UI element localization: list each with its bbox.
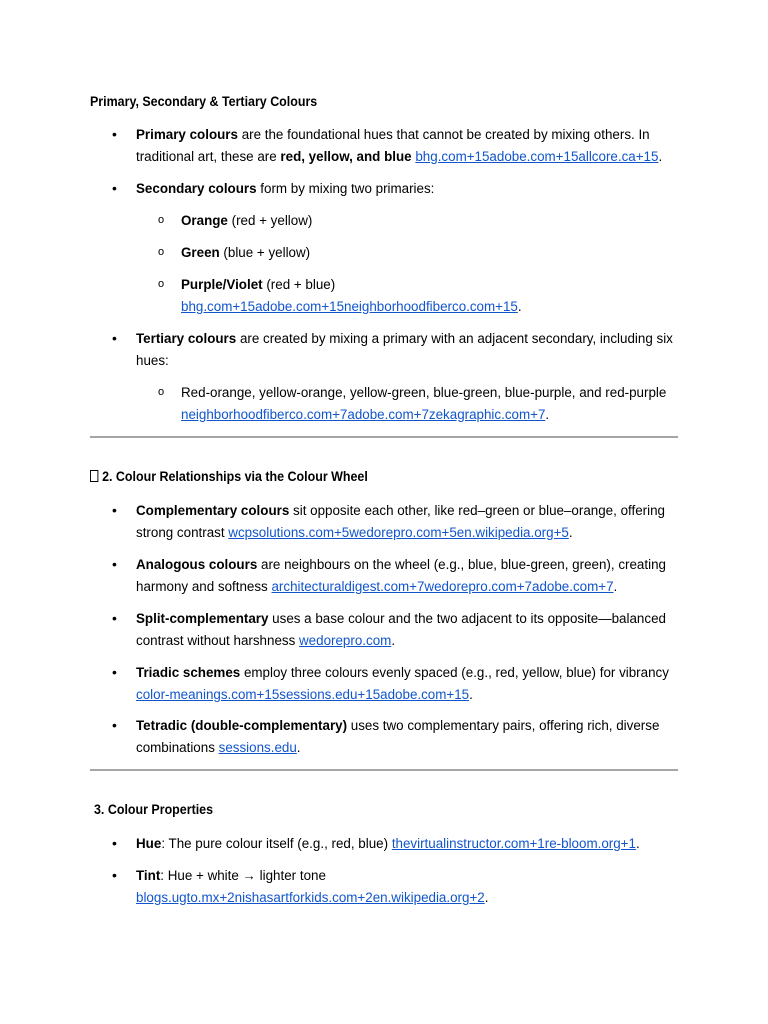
bullet: • (112, 717, 117, 733)
source-link[interactable]: bhg.com+15adobe.com+15allcore.ca+15 (415, 148, 659, 164)
list-item-primary (112, 124, 681, 167)
source-link[interactable]: color-meanings.com+15sessions.edu+15adobe.com+15 (136, 686, 470, 702)
list-item-tint (112, 865, 681, 908)
item-end: . (517, 298, 522, 314)
section-heading-relationships (90, 469, 368, 484)
list-item-hue (112, 833, 681, 855)
item-end: . (391, 632, 396, 648)
item-text: (red + yellow) (227, 213, 313, 228)
source-link[interactable]: bhg.com+15adobe.com+15neighborhoodfiberco.com+15 (181, 298, 518, 314)
list-item-tertiary (112, 328, 681, 371)
list-item-tetradic (112, 715, 681, 758)
sub-bullet: o (158, 278, 165, 290)
missing-glyph-icon (90, 470, 98, 482)
item-text: employ three colours evenly spaced (e.g., red, yellow, blue) for vibrancy (240, 665, 669, 680)
source-link[interactable]: wedorepro.com (299, 632, 392, 648)
sub-bullet: o (158, 386, 165, 398)
bullet: • (112, 556, 117, 572)
item-text: Red-orange, yellow-orange, yellow-green, blue-green, blue-purple, and red-purple (181, 385, 667, 400)
bullet: • (112, 126, 117, 142)
list-item-split-complementary (112, 608, 681, 651)
item-text: : Hue + white → lighter tone (160, 868, 326, 883)
sub-item-tertiary-hues (158, 382, 681, 425)
sub-item-purple (158, 274, 681, 317)
source-link[interactable]: thevirtualinstructor.com+1re-bloom.org+1 (391, 836, 636, 851)
bullet: • (112, 610, 117, 626)
term: Tertiary colours (136, 331, 237, 346)
term: Analogous colours (136, 557, 258, 572)
list-item-complementary (112, 500, 681, 543)
source-link[interactable]: wcpsolutions.com+5wedorepro.com+5en.wikipedia.org+5 (228, 524, 569, 540)
item-end: . (296, 739, 301, 755)
item-end: . (545, 406, 550, 422)
sub-bullet: o (158, 214, 165, 226)
section-heading-colour-types: Primary, Secondary & Tertiary Colours (90, 94, 318, 109)
item-end: . (484, 889, 489, 905)
term: Tetradic (double-complementary) (136, 718, 348, 733)
term: Orange (181, 213, 228, 228)
emphasis: red, yellow, and blue (280, 148, 412, 164)
bullet: • (112, 835, 117, 851)
bullet: • (112, 502, 117, 518)
list-item-triadic (112, 662, 681, 705)
item-text: (red + blue) (262, 277, 336, 292)
item-text: (blue + yellow) (219, 245, 311, 260)
section-heading-text: 2. Colour Relationships via the Colour Wheel (102, 469, 368, 484)
term: Tint (136, 868, 161, 883)
list-item-analogous (112, 554, 681, 597)
list-item-secondary (112, 178, 681, 200)
item-end: . (635, 836, 640, 851)
term: Split-complementary (136, 611, 269, 626)
item-end: . (613, 578, 618, 594)
item-end: . (568, 524, 573, 540)
term: Green (181, 245, 220, 260)
term: Triadic schemes (136, 665, 241, 680)
bullet: • (112, 330, 117, 346)
horizontal-rule (90, 436, 678, 438)
sub-bullet: o (158, 246, 165, 258)
term: Primary colours (136, 127, 238, 142)
item-text: are the foundational hues that cannot be created by mixing others. In traditional art, these are (136, 127, 650, 164)
sub-item-orange (158, 210, 681, 232)
bullet: • (112, 180, 117, 196)
term: Purple/Violet (181, 277, 263, 292)
source-link[interactable]: sessions.edu (218, 739, 297, 755)
sub-item-green (158, 242, 681, 264)
term: Hue (136, 836, 162, 851)
item-end: . (658, 148, 663, 164)
item-text: form by mixing two primaries: (256, 181, 435, 196)
term: Complementary colours (136, 503, 290, 518)
item-text: are created by mixing a primary with an adjacent secondary, including six hues: (136, 331, 673, 368)
horizontal-rule (90, 769, 678, 771)
source-link[interactable]: blogs.ugto.mx+2nishasartforkids.com+2en.wikipedia.org+2 (136, 889, 485, 905)
item-end: . (469, 686, 473, 702)
item-text: sit opposite each other, like red–green or blue–orange, offering strong contrast (136, 503, 665, 540)
bullet: • (112, 664, 117, 680)
item-text: uses two complementary pairs, offering rich, diverse combinations (136, 718, 660, 755)
term: Secondary colours (136, 181, 257, 196)
bullet: • (112, 867, 117, 883)
item-text: are neighbours on the wheel (e.g., blue, blue-green, green), creating harmony and softness (136, 557, 666, 594)
item-text: uses a base colour and the two adjacent to its opposite—balanced contrast without harshness (136, 611, 666, 648)
section-heading-properties: 3. Colour Properties (94, 802, 214, 817)
item-text: : The pure colour itself (e.g., red, blue) (161, 836, 392, 851)
source-link[interactable]: neighborhoodfiberco.com+7adobe.com+7zekagraphic.com+7 (181, 406, 546, 422)
source-link[interactable]: architecturaldigest.com+7wedorepro.com+7adobe.com+7 (271, 578, 614, 594)
